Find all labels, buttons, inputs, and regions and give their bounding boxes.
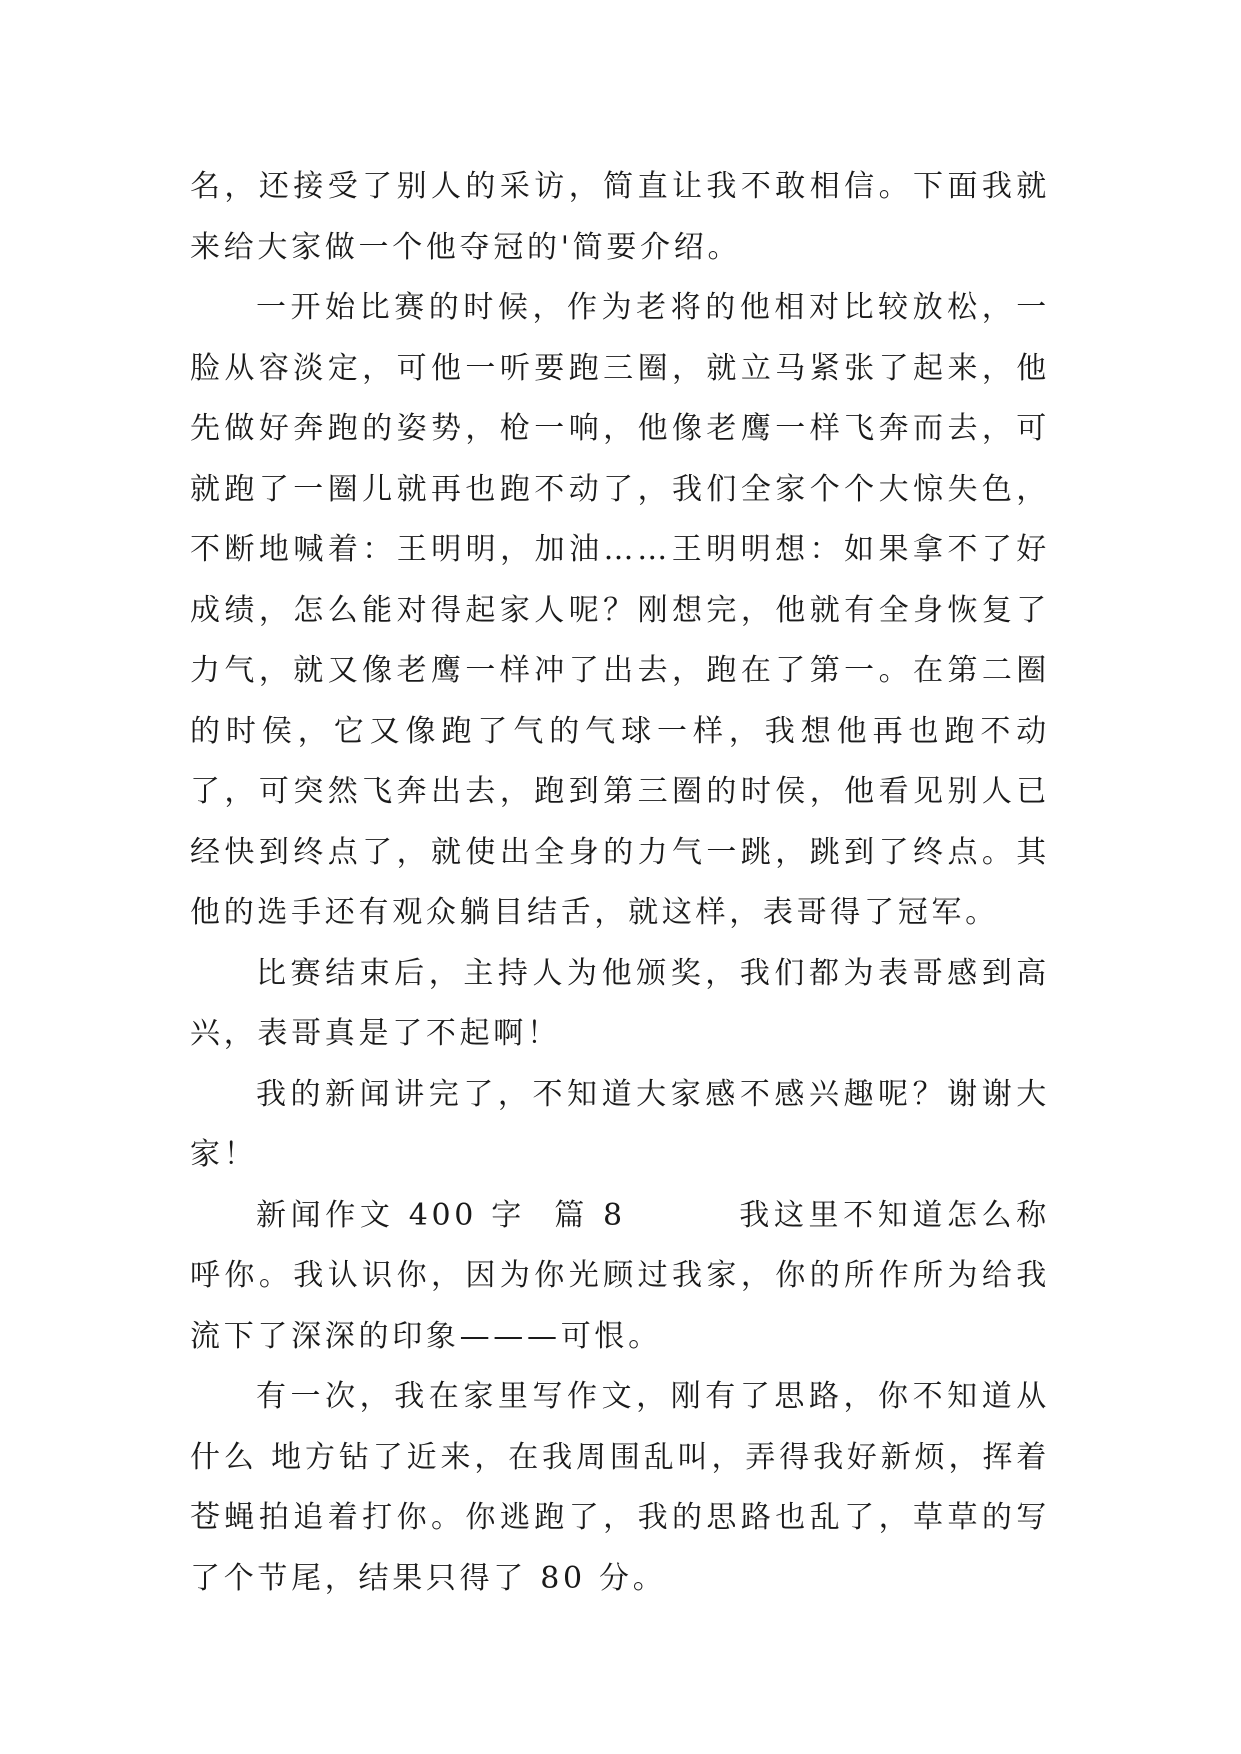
document-body	[190, 157, 1050, 1609]
paragraph-6: 有一次，我在家里写作文，刚有了思路，你不知道从什么 地方钻了近来，在我周围乱叫，弄得我好新烦，挥着苍蝇拍追着打你。你逃跑了，我的思路也乱了，草草的写了个节尾，结果只得了 80 分。	[190, 1379, 1050, 1596]
paragraph-3: 比赛结束后，主持人为他颁奖，我们都为表哥感到高兴，表哥真是了不起啊！	[190, 955, 1050, 1051]
paragraph-1: 名，还接受了别人的采访，简直让我不敢相信。下面我就来给大家做一个他夺冠的'简要介绍。	[190, 169, 1050, 265]
paragraph-5: 新闻作文 400 字 篇 8 我这里不知道怎么称呼你。我认识你，因为你光顾过我家，你的所作所为给我流下了深深的印象———可恨。	[190, 1197, 1050, 1354]
paragraph-4: 我的新闻讲完了，不知道大家感不感兴趣呢？谢谢大家！	[190, 1076, 1050, 1172]
paragraph-2: 一开始比赛的时候，作为老将的他相对比较放松，一脸从容淡定，可他一听要跑三圈，就立马紧张了起来，他先做好奔跑的姿势，枪一响，他像老鹰一样飞奔而去，可就跑了一圈儿就再也跑不动了，我们全家个个大惊失色，不断地喊着：王明明，加油……王明明想：如果拿不了好成绩，怎么能对得起家人呢？刚想完，他就有全身恢复了力气，就又像老鹰一样冲了出去，跑在了第一。在第二圈的时侯，它又像跑了气的气球一样，我想他再也跑不动了，可突然飞奔出去，跑到第三圈的时侯，他看见别人已经快到终点了，就使出全身的力气一跳，跳到了终点。其他的选手还有观众躺目结舌，就这样，表哥得了冠军。	[190, 290, 1050, 930]
